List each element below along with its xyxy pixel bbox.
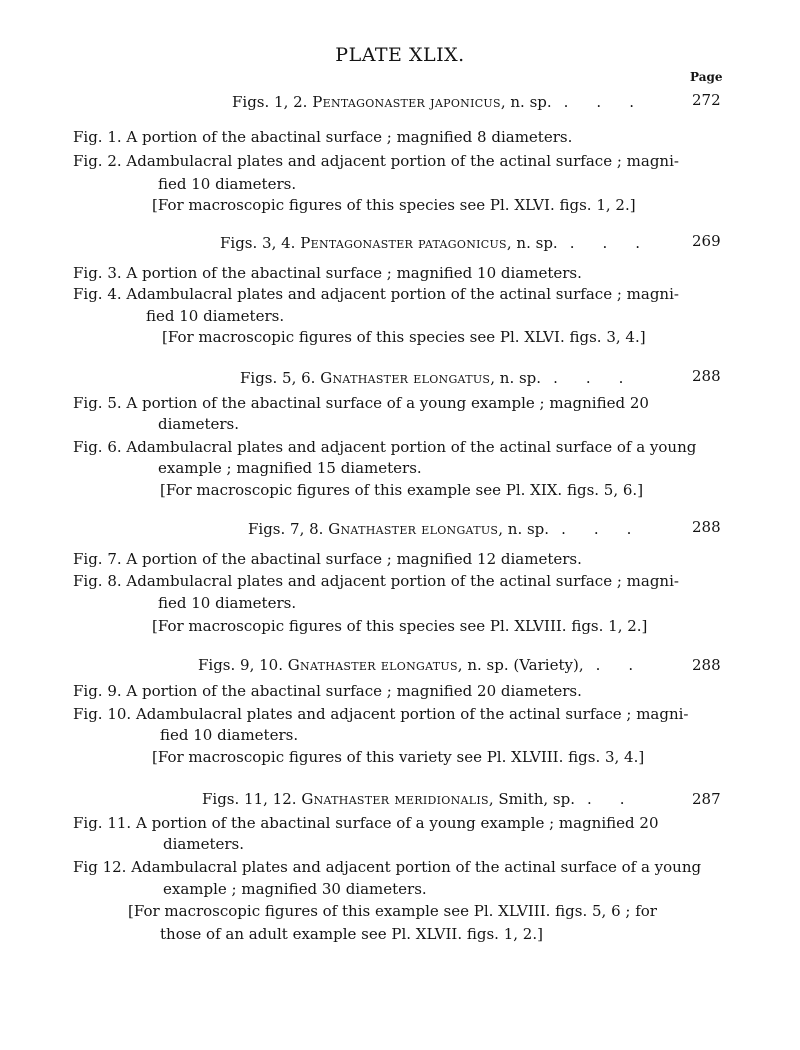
figure-caption: Fig. 9. A portion of the abactinal surface ; magnified 20 diameters. [73, 682, 582, 700]
species-suffix: , n. sp. (Variety), [457, 656, 584, 674]
figure-caption: Fig. 8. Adambulacral plates and adjacent portion of the actinal surface ; magni- [73, 572, 679, 590]
page-number: 287 [692, 790, 721, 808]
figure-caption: Fig. 11. A portion of the abactinal surface of a young example ; magnified 20 [73, 814, 659, 832]
figs-label: Figs. 3, 4. [220, 234, 296, 252]
macroscopic-reference: [For macroscopic figures of this species see Pl. XLVIII. figs. 1, 2.] [152, 617, 648, 635]
section-heading [240, 369, 651, 387]
figure-caption: Fig. 10. Adambulacral plates and adjacent portion of the actinal surface ; magni- [73, 705, 689, 723]
figure-caption-continued: example ; magnified 30 diameters. [163, 880, 427, 898]
figure-caption: Fig. 6. Adambulacral plates and adjacent portion of the actinal surface of a young [73, 438, 697, 456]
section-heading [198, 656, 661, 674]
species-name: Gnathaster elongatus [320, 369, 491, 387]
page-number: 269 [692, 232, 721, 250]
page-number: 288 [692, 656, 721, 674]
figure-caption-continued: example ; magnified 15 diameters. [158, 459, 422, 477]
leader-dots: ... [569, 234, 669, 252]
species-name: Pentagonaster japonicus [312, 93, 501, 111]
species-name: Gnathaster elongatus [328, 520, 499, 538]
figure-caption: Fig 12. Adambulacral plates and adjacent portion of the actinal surface of a young [73, 858, 702, 876]
leader-dots: ... [553, 369, 652, 387]
page-number: 272 [692, 91, 721, 109]
figure-caption-continued: fied 10 diameters. [158, 175, 297, 193]
macroscopic-reference: [For macroscopic figures of this variety see Pl. XLVIII. figs. 3, 4.] [152, 748, 645, 766]
species-suffix: , n. sp. [506, 234, 558, 252]
figure-caption-continued: fied 10 diameters. [146, 307, 285, 325]
section-heading [220, 234, 668, 252]
page-number: 288 [692, 518, 721, 536]
figs-label: Figs. 11, 12. [202, 790, 297, 808]
figure-caption-continued: diameters. [158, 415, 239, 433]
section-heading [202, 790, 653, 808]
macroscopic-reference: [For macroscopic figures of this example see Pl. XLVIII. figs. 5, 6 ; for [128, 902, 657, 920]
figure-caption-continued: diameters. [163, 835, 244, 853]
figure-caption: Fig. 1. A portion of the abactinal surface ; magnified 8 diameters. [73, 128, 573, 146]
plate-title: PLATE XLIX. [335, 44, 465, 66]
species-suffix: , Smith, sp. [488, 790, 575, 808]
leader-dots: ... [563, 93, 662, 111]
leader-dots: .. [595, 656, 662, 674]
figure-caption: Fig. 2. Adambulacral plates and adjacent portion of the actinal surface ; magni- [73, 152, 679, 170]
macroscopic-reference: [For macroscopic figures of this species see Pl. XLVI. figs. 1, 2.] [152, 196, 636, 214]
section-heading [232, 93, 662, 111]
species-name: Pentagonaster patagonicus [300, 234, 507, 252]
figs-label: Figs. 1, 2. [232, 93, 308, 111]
page-column-header: Page [690, 70, 723, 84]
leader-dots: .. [587, 790, 653, 808]
macroscopic-reference-continued: those of an adult example see Pl. XLVII. figs. 1, 2.] [160, 925, 543, 943]
macroscopic-reference: [For macroscopic figures of this example see Pl. XIX. figs. 5, 6.] [160, 481, 644, 499]
page-number: 288 [692, 367, 721, 385]
macroscopic-reference: [For macroscopic figures of this species see Pl. XLVI. figs. 3, 4.] [162, 328, 646, 346]
figs-label: Figs. 9, 10. [198, 656, 283, 674]
figure-caption: Fig. 4. Adambulacral plates and adjacent portion of the actinal surface ; magni- [73, 285, 679, 303]
leader-dots: ... [561, 520, 660, 538]
species-suffix: , n. sp. [490, 369, 542, 387]
figure-caption-continued: fied 10 diameters. [158, 594, 297, 612]
figure-caption: Fig. 7. A portion of the abactinal surface ; magnified 12 diameters. [73, 550, 582, 568]
section-heading [248, 520, 659, 538]
figure-caption: Fig. 5. A portion of the abactinal surface of a young example ; magnified 20 [73, 394, 649, 412]
species-name: Gnathaster elongatus [287, 656, 458, 674]
species-suffix: , n. sp. [500, 93, 552, 111]
species-name: Gnathaster meridionalis [301, 790, 489, 808]
species-suffix: , n. sp. [498, 520, 550, 538]
figure-caption-continued: fied 10 diameters. [160, 726, 299, 744]
figs-label: Figs. 5, 6. [240, 369, 316, 387]
figure-caption: Fig. 3. A portion of the abactinal surface ; magnified 10 diameters. [73, 264, 582, 282]
figs-label: Figs. 7, 8. [248, 520, 324, 538]
